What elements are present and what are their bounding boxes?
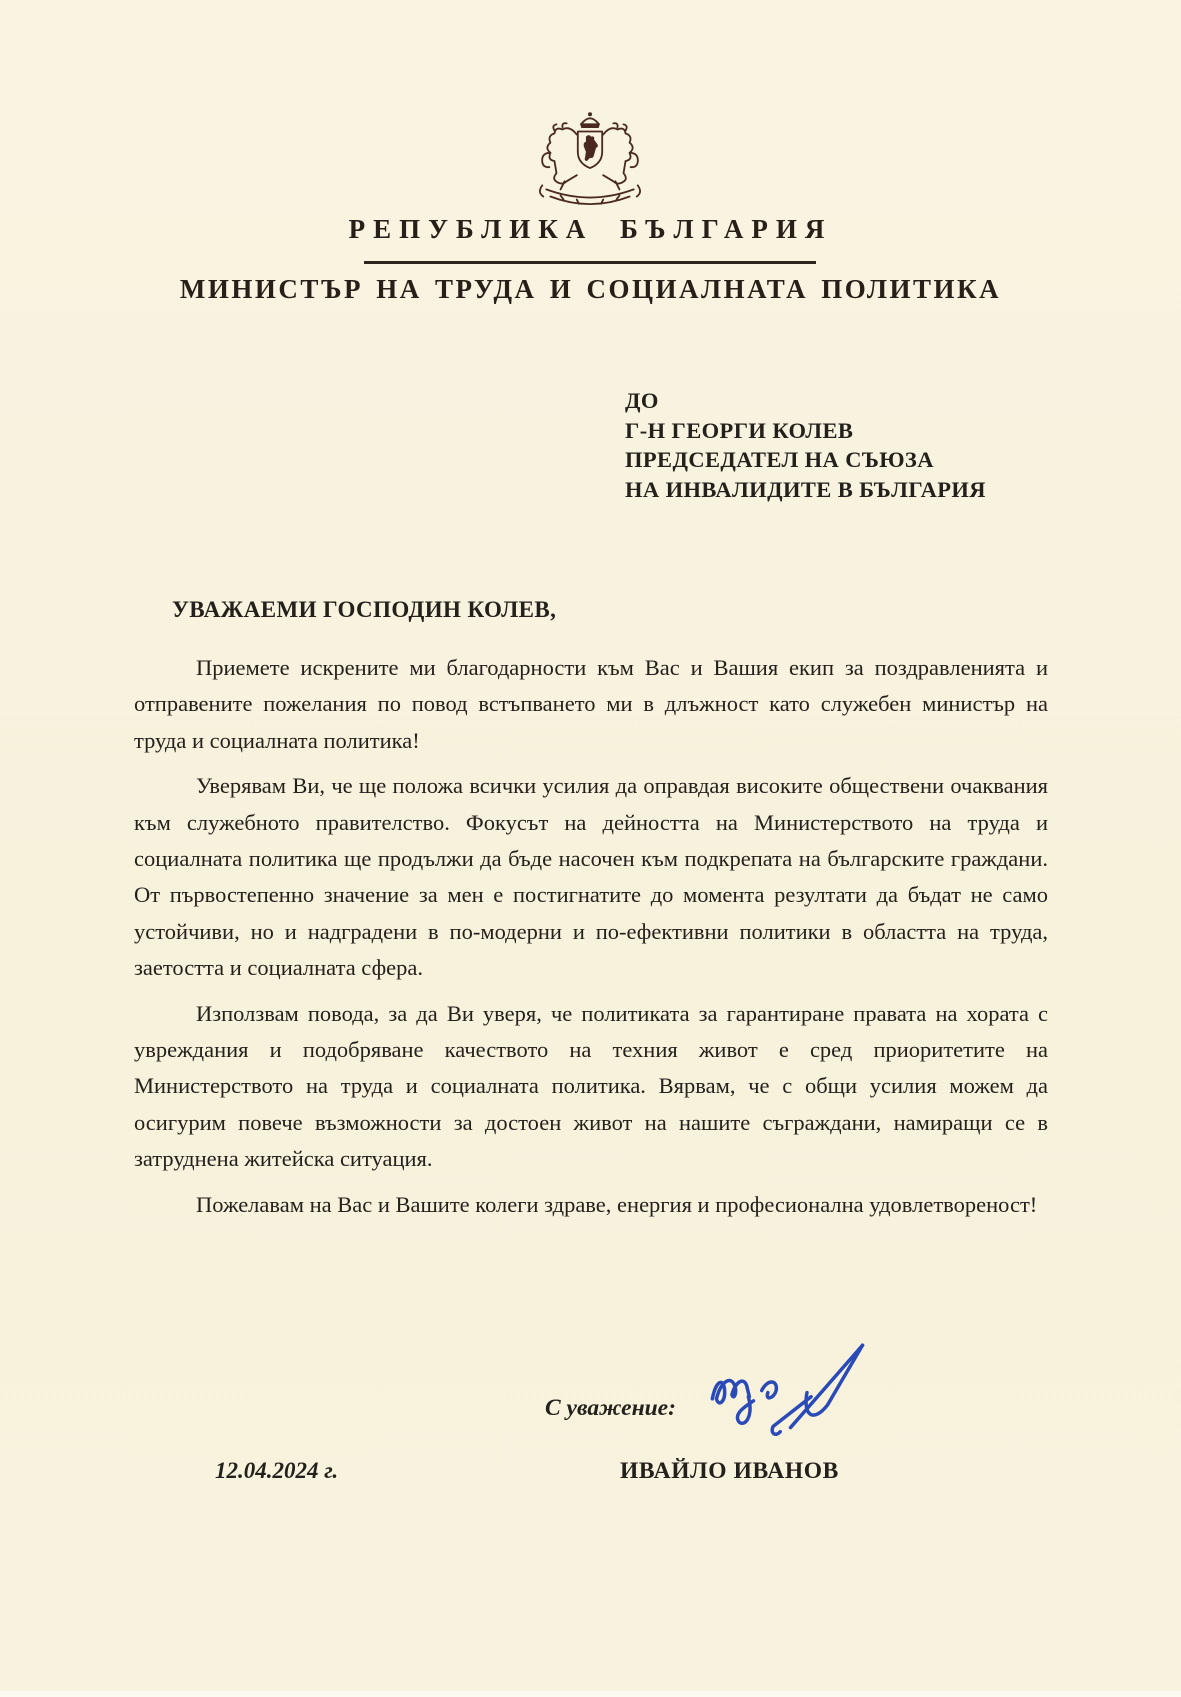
letterhead-republic-title: РЕПУБЛИКА БЪЛГАРИЯ (348, 214, 833, 244)
letterhead-ministry-title: МИНИСТЪР НА ТРУДА И СОЦИАЛНАТА ПОЛИТИКА (179, 274, 1002, 304)
body-paragraph: Приемете искрените ми благодарности към Вас и Вашия екип за поздравленията и отправените пожелания по повод встъпването ми в длъжност като служебен министър на труда и социалната политика! (134, 655, 1048, 753)
body-paragraph: Уверявам Ви, че ще положа всички усилия да оправдая високите обществени очаквания към служебното правителство. Фокусът на дейността на Министерството на труда и социалната политика ще продължи да бъде насочен към подкрепата на българските граждани. От първостепенно значение за мен е постигнатите до момента резултати да бъдат не само устойчиви, но и надградени в по-модерни и по-ефективни политики в областта на труда, заетостта и социалната сфера. (134, 773, 1048, 981)
bulgaria-coat-of-arms-icon (526, 110, 654, 216)
letterhead-divider (364, 261, 816, 264)
salutation: УВАЖАЕМИ ГОСПОДИН КОЛЕВ, (172, 597, 557, 622)
recipient-title-line-2: НА ИНВАЛИДИТЕ В БЪЛГАРИЯ (625, 476, 986, 502)
recipient-block (625, 386, 986, 504)
letter-date: 12.04.2024 г. (215, 1458, 339, 1483)
recipient-name: Г-Н ГЕОРГИ КОЛЕВ (625, 417, 854, 443)
body-paragraph: Използвам повода, за да Ви уверя, че политиката за гарантиране правата на хората с увреждания и подобряване качеството на техния живот е сред приоритетите на Министерството на труда и социалната политика. Вярвам, че с общи усилия можем да осигурим повече възможности за достоен живот на нашите съграждани, намиращи се в затруднена житейска ситуация. (134, 1000, 1048, 1172)
body-paragraph: Пожелавам на Вас и Вашите колеги здраве, енергия и професионална удовлетвореност! (196, 1191, 1038, 1217)
closing-phrase: С уважение: (545, 1395, 676, 1421)
handwritten-signature (700, 1332, 880, 1447)
signer-name: ИВАЙЛО ИВАНОВ (620, 1458, 839, 1484)
letter-body (134, 650, 1048, 1232)
recipient-to: ДО (625, 388, 659, 413)
recipient-title-line-1: ПРЕДСЕДАТЕЛ НА СЪЮЗА (625, 447, 934, 472)
